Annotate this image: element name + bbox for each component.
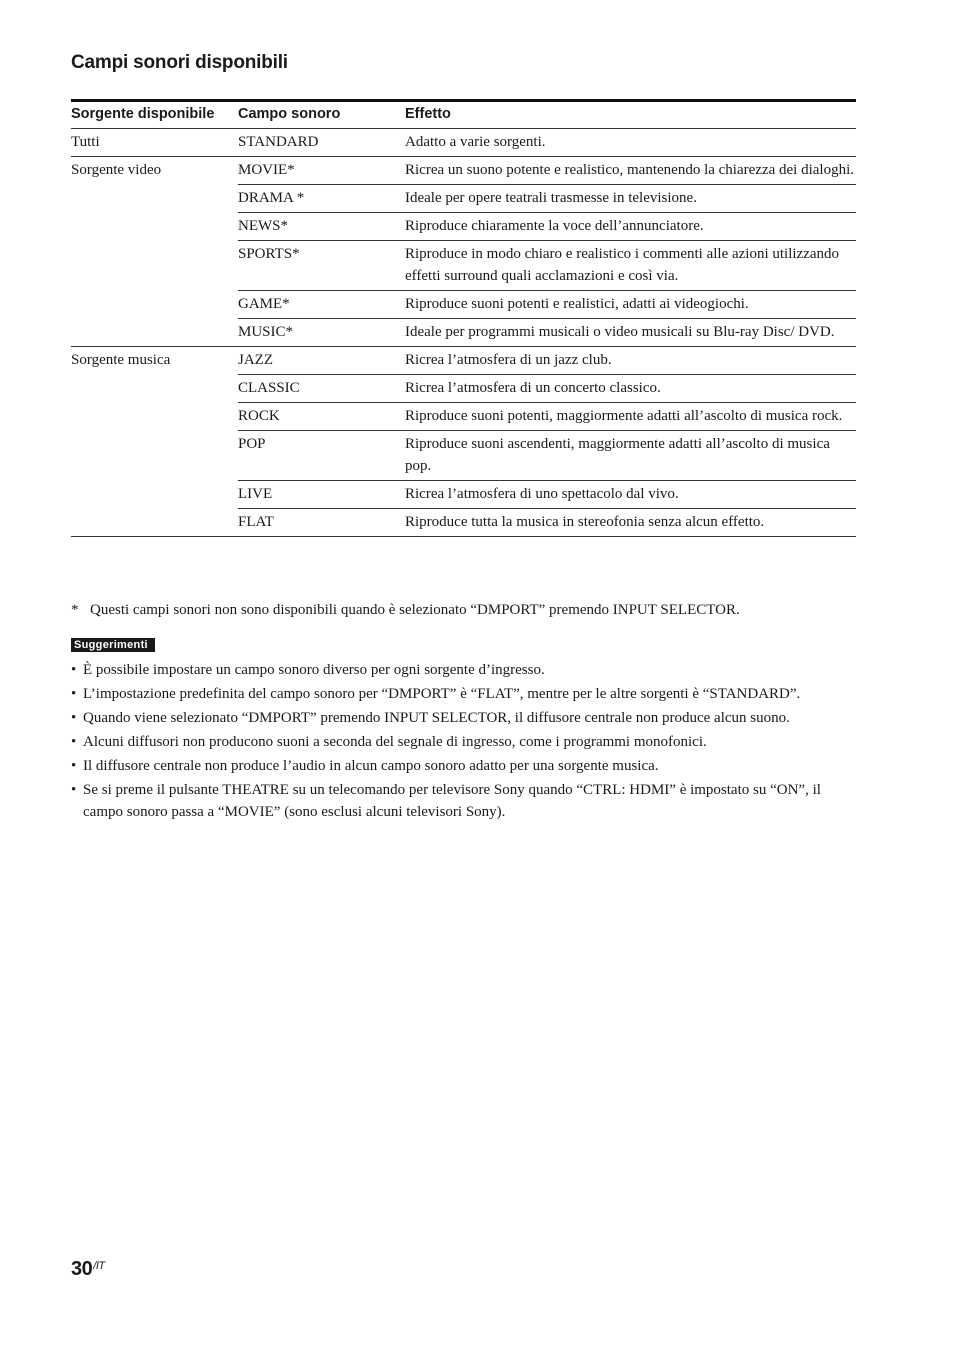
source-cell <box>71 481 238 509</box>
tip-text: Il diffusore centrale non produce l’audio in alcun campo sonoro adatto per una sorgente musica. <box>83 758 659 774</box>
field-cell: ROCK <box>238 403 405 431</box>
field-cell: JAZZ <box>238 347 405 375</box>
page-language-suffix: /IT <box>93 1260 105 1272</box>
source-cell <box>71 291 238 319</box>
table-header-row <box>71 101 856 129</box>
table-row <box>71 185 856 213</box>
field-cell: SPORTS* <box>238 241 405 291</box>
sound-fields-table <box>71 99 856 537</box>
table-row <box>71 509 856 537</box>
source-cell <box>71 241 238 291</box>
source-cell <box>71 403 238 431</box>
footnote-text: Questi campi sonori non sono disponibili quando è selezionato “DMPORT” premendo INPUT SELECTOR. <box>90 602 740 618</box>
footnote <box>71 599 740 621</box>
field-cell: MOVIE* <box>238 157 405 185</box>
bullet-icon: • <box>71 782 77 798</box>
source-cell <box>71 185 238 213</box>
header-source: Sorgente disponibile <box>71 101 238 129</box>
bullet-icon: • <box>71 758 77 774</box>
field-cell: LIVE <box>238 481 405 509</box>
effect-cell: Ricrea l’atmosfera di uno spettacolo dal vivo. <box>405 481 856 509</box>
field-cell: MUSIC* <box>238 319 405 347</box>
table-row <box>71 375 856 403</box>
field-cell: FLAT <box>238 509 405 537</box>
effect-cell: Riproduce suoni potenti e realistici, adatti ai videogiochi. <box>405 291 856 319</box>
tip-text: Alcuni diffusori non producono suoni a seconda del segnale di ingresso, come i programmi monofonici. <box>83 734 707 750</box>
tip-text: Se si preme il pulsante THEATRE su un telecomando per televisore Sony quando “CTRL: HDMI” è impostato su “ON”, il campo sonoro passa a “MOVIE” (sono esclusi alcuni televisori Sony). <box>83 782 821 820</box>
page-number-value: 30 <box>71 1258 93 1280</box>
field-cell: GAME* <box>238 291 405 319</box>
bullet-icon: • <box>71 734 77 750</box>
table-row <box>71 157 856 185</box>
source-cell <box>71 375 238 403</box>
page-title: Campi sonori disponibili <box>71 52 288 73</box>
footnote-marker: * <box>71 602 79 618</box>
tip-item <box>71 659 856 681</box>
effect-cell: Ricrea un suono potente e realistico, mantenendo la chiarezza dei dialoghi. <box>405 157 856 185</box>
bullet-icon: • <box>71 710 77 726</box>
effect-cell: Riproduce suoni ascendenti, maggiormente adatti all’ascolto di musica pop. <box>405 431 856 481</box>
tip-item <box>71 779 856 823</box>
source-cell <box>71 319 238 347</box>
effect-cell: Ricrea l’atmosfera di un jazz club. <box>405 347 856 375</box>
tip-text: È possibile impostare un campo sonoro diverso per ogni sorgente d’ingresso. <box>83 662 545 678</box>
effect-cell: Riproduce in modo chiaro e realistico i commenti alle azioni utilizzando effetti surround quali acclamazioni e così via. <box>405 241 856 291</box>
tip-item <box>71 755 856 777</box>
header-effect: Effetto <box>405 101 856 129</box>
table-row <box>71 403 856 431</box>
table-row <box>71 129 856 157</box>
bullet-icon: • <box>71 686 77 702</box>
source-cell <box>71 431 238 481</box>
table-row <box>71 291 856 319</box>
field-cell: DRAMA * <box>238 185 405 213</box>
table-row <box>71 431 856 481</box>
source-cell <box>71 213 238 241</box>
effect-cell: Riproduce chiaramente la voce dell’annunciatore. <box>405 213 856 241</box>
effect-cell: Adatto a varie sorgenti. <box>405 129 856 157</box>
page-suffix-text: IT <box>95 1260 105 1272</box>
header-field: Campo sonoro <box>238 101 405 129</box>
effect-cell: Ideale per opere teatrali trasmesse in televisione. <box>405 185 856 213</box>
field-cell: CLASSIC <box>238 375 405 403</box>
page-number <box>71 1258 105 1281</box>
field-cell: STANDARD <box>238 129 405 157</box>
field-cell: NEWS* <box>238 213 405 241</box>
table-row <box>71 319 856 347</box>
bullet-icon: • <box>71 662 77 678</box>
tip-item <box>71 731 856 753</box>
table-row <box>71 213 856 241</box>
tips-label: Suggerimenti <box>71 638 155 652</box>
tip-text: Quando viene selezionato “DMPORT” premendo INPUT SELECTOR, il diffusore centrale non produce alcun suono. <box>83 710 790 726</box>
tip-item <box>71 683 856 705</box>
table-row <box>71 481 856 509</box>
effect-cell: Riproduce tutta la musica in stereofonia senza alcun effetto. <box>405 509 856 537</box>
effect-cell: Ricrea l’atmosfera di un concerto classico. <box>405 375 856 403</box>
source-cell: Sorgente video <box>71 162 162 178</box>
tip-item <box>71 707 856 729</box>
effect-cell: Ideale per programmi musicali o video musicali su Blu-ray Disc/ DVD. <box>405 319 856 347</box>
table-row <box>71 347 856 375</box>
source-cell <box>71 509 238 537</box>
source-cell: Sorgente musica <box>71 352 171 368</box>
source-cell: Tutti <box>71 129 238 157</box>
table-row <box>71 241 856 291</box>
tips-list <box>71 659 856 825</box>
tip-text: L’impostazione predefinita del campo sonoro per “DMPORT” è “FLAT”, mentre per le altre sorgenti è “STANDARD”. <box>83 686 801 702</box>
field-cell: POP <box>238 431 405 481</box>
effect-cell: Riproduce suoni potenti, maggiormente adatti all’ascolto di musica rock. <box>405 403 856 431</box>
